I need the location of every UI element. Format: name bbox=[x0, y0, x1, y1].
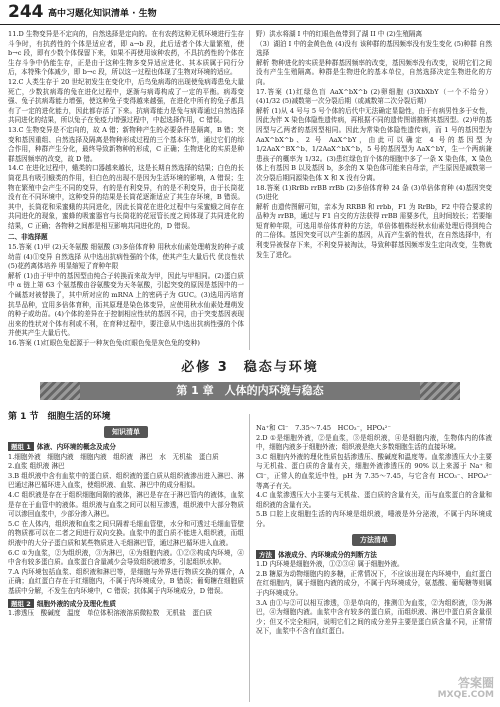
m-item-1: 1.D 内环境是细胞外液，①②③④ 属于细胞外液。 bbox=[256, 560, 404, 569]
answer-15: 15.答案 (1)甲 (2)天冬氨酸 细氨酸 (3)多倍体育种 用秋水仙素处理萌发的种子或幼苗 (4)①变异 自然选择 从中选出抗病性强的个体，使其产生大量后代 优良性状 (5)花药离体培养 明显缩短了育种年限 bbox=[8, 243, 244, 271]
chapter-title: 第 1 章 人体的内环境与稳态 bbox=[176, 384, 324, 397]
k2-item-1: 1.渗透压 酸碱度 温度 单位体积溶液溶质微粒数 无机盐 蛋白质 bbox=[8, 609, 213, 618]
chapter-title-bar bbox=[40, 382, 460, 400]
answer-16-analysis: 解析 物种进化的实质是种群基因频率的改变，基因频率没有改变，说明它们之间没有产生生殖隔离。种群是生物进化的基本单位，自然选择决定生物进化的方向。 bbox=[256, 58, 492, 86]
k1-item-6: 6.C ①为血浆，②为组织液，③为淋巴，④为细胞内液。①②③构成内环境，④中含有较多蛋白质。血浆蛋白含量减少会导致组织液增多，引起组织水肿。 bbox=[8, 548, 244, 567]
method-tag: 方法 bbox=[256, 550, 275, 559]
part-title: 必修 3 稳态与环境 bbox=[181, 360, 319, 375]
answer-16: 16.答案 (1)红眼色兔起源于一种灰色兔(红眼色兔是灰色兔的变种) bbox=[8, 339, 200, 347]
stripe-decor-right bbox=[420, 382, 460, 400]
m-item-3: 3.A 由①与②可以相互渗透，③是单向的，推测①为血浆，②为组织液，③为淋巴，④为细胞内液。血浆中含有较多的蛋白质，而组织液、淋巴中蛋白质含量很少；但又不完全相同，说明它们之间的成分差异主要是蛋白质含量不同，正常情况下，血浆中不含有血红蛋白。 bbox=[256, 598, 492, 636]
k1-item-1: 1.细胞外液 细胞内液 细胞内液 组织液 淋巴 水 无机盐 蛋白质 bbox=[8, 452, 219, 461]
group-1-title: 体液、内环境的概念及成分 bbox=[36, 443, 116, 451]
k2-item-1-cont: Na⁺和 Cl⁻ 7.35～7.45 HCO₃⁻，HPO₄²⁻ bbox=[256, 424, 391, 432]
bottom-left-column bbox=[8, 424, 244, 704]
answer-11: 11.D 生物变异是不定向的，自然选择是定向的。在有农药这种无机环境进行生存斗争时，有抗药性的个体是适应者，即 a→b 段，此后适者个体大量繁殖，使 b→c 段，即有少数个体保留下来，如果不再使用该种农药，不具抗药性的个体在生存斗争中仍能生存，正是由于这种生物多变异适应进化、其本质属于同行分后，本特殊个体减少，即 b→c 段，所以这一过程也体现了生物对环境的适应。 bbox=[8, 30, 244, 77]
k1-item-5: 5.C 在人体内，组织液和血浆之间只隔着毛细血管壁，水分和可透过毛细血管壁的物质都可以在二者之间进行双向交换。血浆中的蛋白质不能进入组织液，而组织液中的大分子蛋白质和某些物质进入毛细淋巴管，通过淋巴循环进入血液。 bbox=[8, 519, 244, 547]
k2-item-3: 3.C 细胞内外液的理化性质包括渗透压、酸碱度和温度等。血浆渗透压大小主要与无机盐、蛋白质的含量有关，细胞外液渗透压的 90% 以上来源于 Na⁺ 和 Cl⁻，正常人的血浆近中性，pH 为 7.35～7.45，与它含有 HCO₃⁻、HPO₄²⁻ 等离子有关。 bbox=[256, 452, 492, 490]
m-item-2: 2.B 糖原为动物细胞内的多糖，正常情况下，不应该出现在内环境中，血红蛋白在红细胞内，属于细胞内液的成分，不属于内环境成分，氨基酸、葡萄糖等则属于内环境成分。 bbox=[256, 569, 492, 597]
group-2-tag: 题组 2 bbox=[8, 599, 34, 608]
answer-15-analysis: 解析 (1)由于甲中的基因型由纯合子转换而来故为甲，因此与甲相同。(2)蛋白质中 α 链上第 63 个氨基酸由谷氨酸变为天冬氨酸，引起突变的原因是基因中的一个碱基对被替换了，其中所对应的 mRNA 上的密码子为 GUC。(3)选用丙培育抗旱品种，宜用多倍体育种，而其原理是染色体变异，应使用秋水仙素处理萌发的种子或幼苗。(4)个体的差异在于控制相应性状的基因不同，由于突变基因表现出来的性状对个体有利或不利，在育种过程中，要注意从中选出抗病性强的个体并使其产生大量后代。 bbox=[8, 271, 244, 338]
knowledge-list-badge: 知识清单 bbox=[104, 426, 148, 438]
section-title: 第 1 节 细胞生活的环境 bbox=[8, 412, 111, 422]
answer-16-b: （3）湖泊 I 中的金黄色鱼 (4)没有 该种群的基因频率没有发生变化 (5)种群 自然选择 bbox=[256, 39, 492, 58]
page-header bbox=[0, 0, 500, 25]
answer-14: 14.C 在进化过程中，蛾类的口器越来越长，这是长期自然选择的结果；白色的长筒花具有吸引蛾类的作用，但白色的出现不是因为生活环境的影响，A 错误；生物在繁殖中会产生不同的变异，有的是有利变异，有的是不利变异，由于长筒花没有在不同环境中，这种变异的结果是长筒花逐渐适应了其生存环境，B 错误。其中，长筒花和采蜜蛾的共同进化，因此长筒花在进化过程中与采蜜蛾之间存在共同进化的现象，蜜蜂的吸蜜器官与长筒花的花冠管长度之间体现了共同进化的结果，C 正确；各物种之间都是相互影响共同进化的，D 错误。 bbox=[8, 164, 244, 230]
k2-item-5: 5.B 口腔上皮细胞生活的内环境是组织液，唾液是外分泌液，不属于内环境成分。 bbox=[256, 510, 492, 528]
top-left-column bbox=[8, 30, 244, 352]
answer-16-cont: 野）洪水将湖 I 中的红眼色鱼带到了湖 II 中 (2)生殖隔离 bbox=[256, 30, 423, 38]
k1-item-4: 4.C 组织液是存在于组织细胞间隙的液体，淋巴是存在于淋巴管内的液体，血浆是存在于血管中的液体。组织液与血浆之间可以相互渗透，组织液中大部分物质可以渗回血浆中，少部分渗入淋巴。 bbox=[8, 490, 244, 519]
method-list-badge: 方法清单 bbox=[352, 534, 396, 546]
group-2-title: 细胞外液的成分及理化性质 bbox=[36, 599, 116, 608]
stripe-decor-left bbox=[40, 382, 80, 400]
top-right-column bbox=[256, 30, 492, 352]
group-1-tag: 题组 1 bbox=[8, 442, 34, 451]
k1-item-2: 2.血浆 组织液 淋巴 bbox=[8, 462, 65, 471]
answer-12: 12.C 人类生存于 20 世纪初发生在变化中，后鸟兔病毒的出现使兔病毒患兔大量死亡，少数抗病毒的兔在进化过程中，逐渐与病毒构成了一定的平衡。病毒变强、兔子抗病毒能力增强，使这种兔子变得越来越强，在进化中所有的兔子都具有了一定的进化能力，因此都存活了下来。抗病毒能力是兔与病毒通过自然选择共同进化的结果，所以兔子在免疫力增强过程中，中起选择作用，C 错误。 bbox=[8, 77, 244, 125]
book-title: 高中习题化知识清单 · 生物 bbox=[48, 9, 157, 19]
section-heading-nonchoice: 二、非选择题 bbox=[8, 233, 48, 242]
answer-18-analysis: 解析 由遗传图解可知，亲本为 RRBB 和 rrbb，F1 为 RrBb，F2 中符合要求的品种为 rrBB，通过与 F1 自交的方法获得 rrBB 需要多代，且时间较长；若要缩短育种年限，可选用单倍体育种的方法，单倍体植株经秋水仙素处理后得到纯合的二倍体。基因突变可以产生新的基因，从而产生新的性状，在自然选择中，有利变异被保存下来，不利变异被淘汰，导致种群基因频率发生定向改变，生物就发生了进化。 bbox=[256, 202, 492, 259]
answer-13: 13.C 生物变异是不定向的，故 A 错；新物种产生的必要条件是隔离，B 错；突变和基因重组、自然选择及隔离是物种形成过程的三个基本环节，通过它们的综合作用，种群产生分化，最终导致新物种的形成，C 正确；生物进化的实质是种群基因频率的改变，故 D 错。 bbox=[8, 125, 244, 163]
bottom-right-column bbox=[256, 424, 492, 704]
watermark-logo: 答案圈 MXQE.COM bbox=[437, 676, 494, 700]
k1-item-7: 7.A 内环境包括血浆、组织液和淋巴等，是细胞与外界进行物质交换的媒介，A 正确；血红蛋白存在于红细胞内，不属于内环境成分，B 错误；葡萄糖在细胞质基质中分解，不发生在内环境中，C 错误；抗体属于内环境成分，D 错误。 bbox=[8, 567, 244, 595]
k2-item-4: 4.C 血浆渗透压大小主要与无机盐、蛋白质的含量有关，而与血浆蛋白的含量和组织液的含量有关。 bbox=[256, 491, 492, 509]
column-divider-bottom bbox=[249, 414, 250, 702]
answer-17: 17.答案 (1)红绿色盲 AaX^bX^b (2)卵细胞 (3)XbXbY（一个不给分）(4)1/32 (5)减数第一次分裂后期（或减数第二次分裂后期） bbox=[256, 87, 492, 106]
page-number: 244 bbox=[8, 2, 44, 22]
answer-17-analysis: 解析 (1)从 4 号与 5 号个体的后代中无法确定显隐性，由于有病男性多于女性，因此为伴 X 染色体隐性遗传病，再根据不同的遗传图谱推断其基因型。(2)甲的基因型与乙两者的基因型相同。因此为常染色体隐性遗传病，而 1 号的基因型为 AaX^bX^b、2 号 AaX^bY，由此可以确定 4 号的基因型为 1/2AaX^BX^b、1/2AaX^bX^b，5 号的基因型为 AaX^bY，生一个两病兼患孩子的概率为 1/32。(3)患红绿色盲个体的细胞中多了一条 X 染色体，X 染色体上有基因 B 以及基因 b，多余的 X 染色体可能来自母亲，产生原因是减数第一次分裂后期同源染色体 X 和 X 没有分离。 bbox=[256, 106, 492, 182]
answer-18: 18.答案 (1)RrBb rrBB rrBb (2)多倍体育种 24 条 (3)单倍体育种 (4)基因突变 (5)进化 bbox=[256, 183, 492, 202]
column-divider-top bbox=[249, 30, 250, 350]
k2-item-2: 2.D ①是细胞外液，②是血浆，③是组织液，④是细胞内液，生物体内的体液中，细胞内液多于细胞外液；组织液是绝大多数细胞生活的直接环境。 bbox=[256, 433, 492, 452]
k1-item-3: 3.B 组织液中含有血浆中的蛋白质、组织液的蛋白质从组织液渗出进入淋巴、淋巴通过淋巴循环进入血浆，使组织液、血浆、淋巴中的成分相似。 bbox=[8, 471, 244, 490]
method-title: 体液成分、内环境成分的判断方法 bbox=[278, 550, 377, 559]
